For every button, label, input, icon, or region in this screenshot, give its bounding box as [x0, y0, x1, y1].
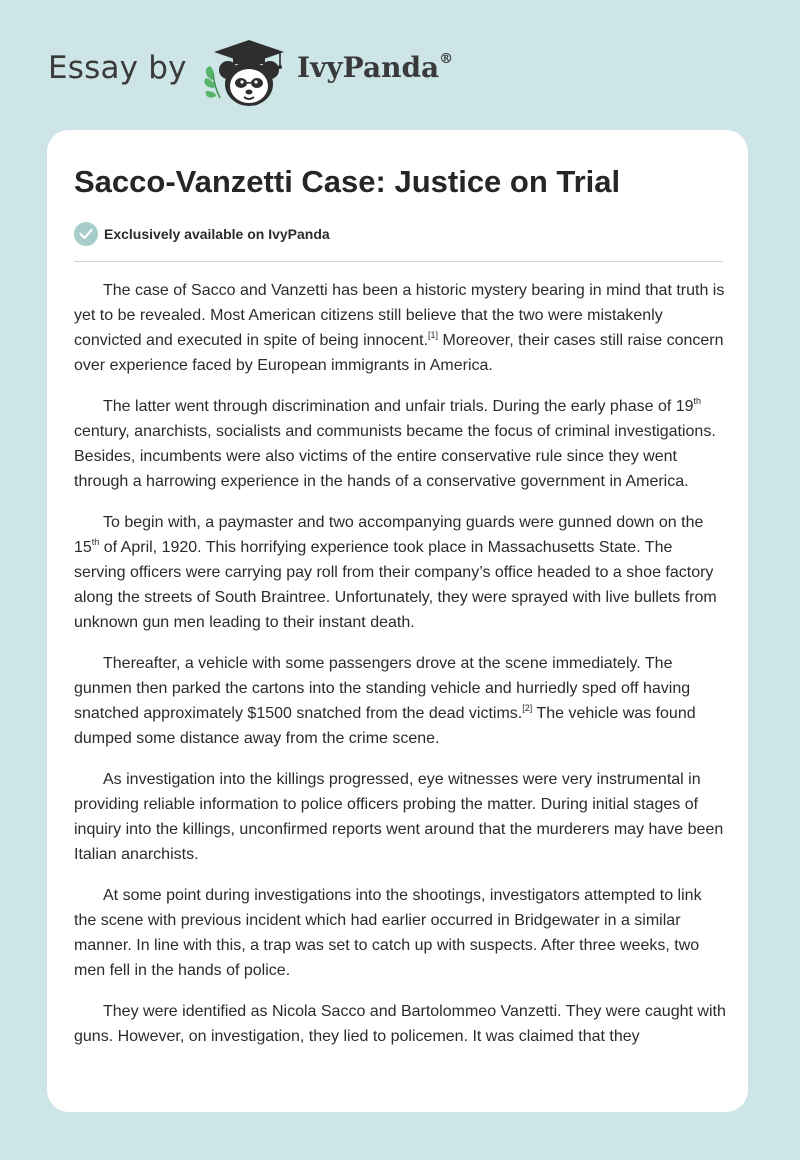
check-icon [74, 222, 98, 246]
site-header [0, 0, 800, 120]
paragraph-3: To begin with, a paymaster and two accompanying guards were gunned down on the 15th of April, 1920. This horrifying experience took place in Massachusetts State. The serving officers were carrying pay roll from their company’s office headed to a shoe factory along the streets of South Braintree. Unfortunately, they were sprayed with live bullets from unknown gun men leading to their instant death. [74, 514, 717, 631]
footnote-ref-2[interactable]: [2] [522, 702, 533, 713]
paragraph-4: Thereafter, a vehicle with some passengers drove at the scene immediately. The gunmen then parked the cartons into the standing vehicle and hurriedly sped off having snatched approximately $1500 snatched from the dead victims.[2] The vehicle was found dumped some distance away from the crime scene. [74, 655, 696, 747]
essay-by-label: Essay by [48, 50, 187, 86]
paragraph-1: The case of Sacco and Vanzetti has been a historic mystery bearing in mind that truth is yet to be revealed. Most American citizens still believe that the two were mistakenly convicted and executed in spite of being innocent.[1] Moreover, their cases still raise concern over experience faced by European immigrants in America. [74, 282, 725, 374]
registered-mark: ® [439, 50, 454, 67]
paragraph-6: At some point during investigations into the shootings, investigators attempted to link the scene with previous incident which had earlier occurred in Bridgewater in a similar manner. In line with this, a trap was set to catch up with suspects. After three weeks, two men fell in the hands of police. [74, 887, 702, 979]
ivypanda-logo-icon[interactable] [200, 36, 292, 112]
footnote-ref-1[interactable]: [1] [428, 329, 439, 340]
exclusive-label: Exclusively available on IvyPanda [104, 226, 330, 242]
essay-card [47, 130, 748, 1112]
page-title: Sacco-Vanzetti Case: Justice on Trial [74, 164, 621, 199]
paragraph-2: The latter went through discrimination and unfair trials. During the early phase of 19th century, anarchists, socialists and communists became the focus of criminal investigations. Besides, incumbents were also victims of the entire conservative rule since they went through a harrowing experience in the hands of a conservative government in America. [74, 395, 716, 490]
ordinal-suffix: th [91, 536, 100, 547]
essay-body [74, 278, 726, 1065]
paragraph-5: As investigation into the killings progressed, eye witnesses were very instrumental in providing reliable information to police officers probing the matter. During initial stages of inquiry into the killings, unconfirmed reports went around that the murderers may have been Italian anarchists. [74, 771, 724, 863]
ordinal-suffix: th [693, 395, 702, 406]
divider [74, 261, 723, 262]
brand-name[interactable]: IvyPanda® [297, 50, 454, 84]
exclusive-badge [74, 222, 330, 246]
paragraph-7: They were identified as Nicola Sacco and Bartolommeo Vanzetti. They were caught with guns. However, on investigation, they lied to policemen. It was claimed that they [74, 1003, 726, 1045]
